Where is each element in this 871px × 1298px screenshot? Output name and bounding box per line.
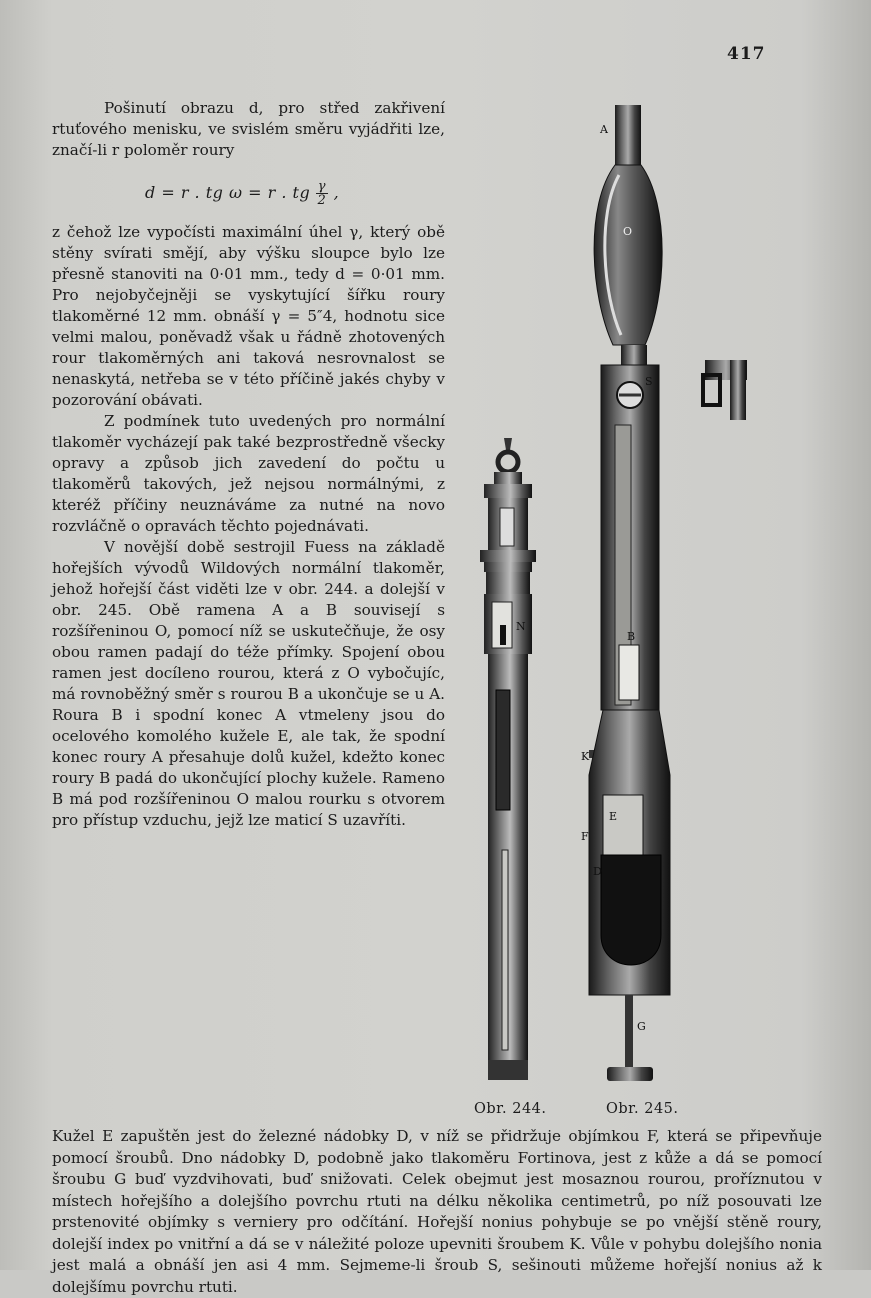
collar <box>484 484 532 498</box>
slot-upper <box>496 690 510 810</box>
cap <box>494 472 522 484</box>
label-A: A <box>600 123 608 136</box>
text-column <box>52 98 445 831</box>
page-number: 417 <box>727 44 766 64</box>
screw-G <box>625 995 633 1070</box>
label-O: O <box>623 225 633 238</box>
formula-tail: , <box>333 183 340 202</box>
formula-numerator: γ <box>317 179 327 194</box>
paragraph-5: Kužel E zapuštěn jest do železné nádobky D, v níž se přidržuje objímkou F, která se připevňuje pomocí šroubů. Dno nádobky D, podobně jako tlakoměru Fortinova, jest z kůže a dá se pomocí šroubu G buď vyzdvihovati, buď snižovati. Celek obejmut jest mosaznou rourou, proříznutou v místech hořejšího a dolejšího povrchu rtuti na délku několika centimetrů, po níž posouvati lze prstenovité objímky s verniery pro odčítání. Hořejší nonius pohybuje se po vnější stěně roury, dolejší index po vnitřní a dá se v náležité poloze upevniti šroubem K. Vůle v pohybu dolejšího nonia jest malá a obnáší jen asi 4 mm. Sejmeme-li šroub S, sešinouti můžeme hořejší nonius až k dolejšímu povrchu rtuti. <box>52 1127 822 1296</box>
ring-2 <box>484 562 532 572</box>
paragraph-1: Pošinutí obrazu d, pro střed zakřivení rtuťového menisku, ve svislém směru vyjádřiti lze, značí-li r poloměr roury <box>52 99 445 159</box>
formula-fraction <box>316 180 328 207</box>
neck <box>621 345 647 365</box>
label-F: F <box>581 830 589 843</box>
screw-G-head <box>607 1067 653 1081</box>
paragraph-2: z čehož lze vypočísti maximální úhel γ, který obě stěny svírati smějí, aby výšku sloupce bylo lze přesně stanoviti na 0·01 mm., tedy d = 0·01 mm. Pro nejobyčejněji se vyskytující šířku roury tlakoměrné 12 mm. obnáší γ = 5″4, hodnotu sice velmi malou, poněvadž však u řádně zhotovených rour tlakoměrných ani taková nesrovnalost se nenaskytá, netřeba se v této příčině jakés chyby v pozorování obávati. <box>52 223 445 409</box>
tube-base <box>488 1060 528 1080</box>
formula <box>145 180 339 207</box>
meniscus <box>500 625 506 645</box>
formula-main: d = r . tg ω = r . tg <box>145 183 311 202</box>
caption-244: Obr. 244. <box>474 1101 547 1117</box>
cone-E <box>603 795 643 855</box>
ring-1 <box>480 550 536 562</box>
figure-245 <box>575 95 755 1090</box>
label-D: D <box>593 865 602 878</box>
formula-denominator: 2 <box>317 193 327 208</box>
top-ring <box>498 452 518 472</box>
label-K: K <box>581 750 590 763</box>
paragraph-3: Z podmínek tuto uvedených pro normální tlakoměr vycházejí pak také bezprostředně všecky opravy a způsob jich zavedení do počtu u tlakoměrů takových, jež nejsou normálnými, z kteréž příčiny neuznáváme za nutné na novo rozvláčně o opravách těchto pojednávati. <box>52 412 445 535</box>
full-width-text <box>52 1126 822 1298</box>
slot-lower <box>502 850 508 1050</box>
label-G: G <box>637 1020 646 1033</box>
detail-post <box>730 360 746 420</box>
label-B: B <box>627 630 636 643</box>
ring-3 <box>486 572 530 594</box>
top-nozzle <box>504 438 512 450</box>
tube-A <box>615 105 641 165</box>
label-S: S <box>645 375 653 388</box>
vessel-D <box>601 855 661 965</box>
paragraph-4: V novější době sestrojil Fuess na základě hořejších vývodů Wildových normální tlakoměr, jehož hořejší část viděti lze v obr. 244. a dolejší v obr. 245. Obě ramena A a B souvisejí s rozšířeninou O, pomocí níž se uskutečňuje, že osy obou ramen padají do téže přímky. Spojení obou ramen jest docíleno rourou, která z O vybočujíc, má rovnoběžný směr s rourou B a ukončuje se u A. Roura B i spodní konec A vtmeleny jsou do ocelového komolého kužele E, ale tak, že spodní konec roury A přesahuje dolů kužel, kdežto konec roury B padá do ukončující plochy kužele. Rameno B má pod rozšířeninou O malou rourku s otvorem pro přístup vzduchu, jejž lze maticí S uzavříti. <box>52 538 445 829</box>
upper-window <box>500 508 514 546</box>
label-N: N <box>516 620 526 633</box>
caption-245: Obr. 245. <box>606 1101 679 1117</box>
label-E: E <box>609 810 618 823</box>
vernier-scale <box>619 645 639 700</box>
figure-244 <box>470 430 560 1095</box>
